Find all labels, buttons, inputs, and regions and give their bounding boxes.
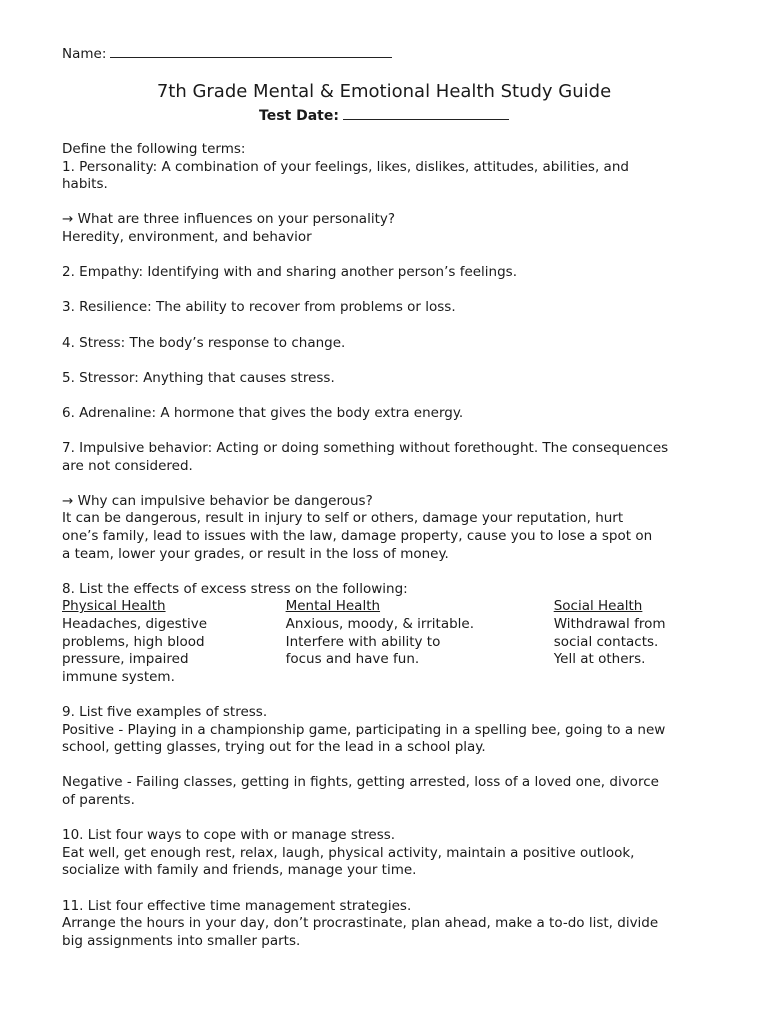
name-blank-line [110, 45, 392, 58]
q11-text: 11. List four effective time management strategies. [62, 897, 412, 914]
stress-effects-columns [62, 598, 712, 686]
column-line: immune system. [62, 668, 175, 685]
q10-answer: socialize with family and friends, manage your time. [62, 862, 417, 879]
name-field-row [62, 45, 392, 62]
q9-negative: of parents. [62, 791, 135, 808]
column-line: focus and have fun. [285, 651, 420, 668]
q1-line: habits. [62, 176, 108, 193]
page-title: 7th Grade Mental & Emotional Health Study Guide [156, 81, 612, 102]
q11-answer: big assignments into smaller parts. [62, 932, 301, 949]
q1-sub-answer: Heredity, environment, and behavior [62, 228, 312, 245]
q2-text: 2. Empathy: Identifying with and sharing another person’s feelings. [62, 264, 518, 281]
q10-answer: Eat well, get enough rest, relax, laugh, physical activity, maintain a positive outlook, [62, 844, 635, 861]
column-heading: Social Health [553, 598, 643, 615]
column-line: Withdrawal from [553, 616, 666, 633]
q10-text: 10. List four ways to cope with or manage stress. [62, 827, 396, 844]
q9-text: 9. List five examples of stress. [62, 704, 268, 720]
column-line: Yell at others. [553, 651, 646, 668]
column-heading: Physical Health [62, 598, 166, 615]
q1-line: 1. Personality: A combination of your feelings, likes, dislikes, attitudes, abilities, and [62, 158, 629, 175]
q7-sub-answer: It can be dangerous, result in injury to self or others, damage your reputation, hurt [62, 510, 624, 527]
column-line: Anxious, moody, & irritable. [285, 616, 475, 633]
q7-sub-answer: a team, lower your grades, or result in the loss of money. [62, 545, 449, 562]
q11-answer: Arrange the hours in your day, don’t procrastinate, plan ahead, make a to-do list, divide [62, 915, 659, 932]
column-heading: Mental Health [285, 598, 381, 615]
q1-sub-question: → What are three influences on your personality? [62, 211, 396, 228]
q8-text: 8. List the effects of excess stress on the following: [62, 580, 408, 597]
q7-sub-question: → Why can impulsive behavior be dangerous? [62, 492, 373, 509]
column-line: Interfere with ability to [285, 633, 441, 650]
q7-sub-answer: one’s family, lead to issues with the law, damage property, cause you to lose a spot on [62, 528, 653, 545]
column-line: social contacts. [553, 633, 659, 650]
study-guide-body [62, 141, 712, 950]
q9-positive: Positive - Playing in a championship game, participating in a spelling bee, going to a new [62, 721, 666, 738]
q3-text: 3. Resilience: The ability to recover from problems or loss. [62, 299, 456, 316]
test-date-row [0, 107, 768, 124]
q9-negative: Negative - Failing classes, getting in fights, getting arrested, loss of a loved one, divorce [62, 774, 659, 791]
test-date-label: Test Date: [259, 108, 339, 124]
social-health-column [554, 598, 712, 686]
name-label: Name: [62, 46, 107, 62]
mental-health-column [286, 598, 554, 686]
intro-text: Define the following terms: [62, 141, 246, 157]
q7-line: 7. Impulsive behavior: Acting or doing something without forethought. The consequences [62, 440, 669, 457]
physical-health-column [62, 598, 286, 686]
q9-positive: school, getting glasses, trying out for the lead in a school play. [62, 739, 486, 756]
q4-text: 4. Stress: The body’s response to change. [62, 334, 346, 351]
column-line: problems, high blood [62, 633, 205, 650]
test-date-blank-line [343, 107, 509, 120]
q5-text: 5. Stressor: Anything that causes stress. [62, 369, 335, 386]
q6-text: 6. Adrenaline: A hormone that gives the body extra energy. [62, 404, 464, 421]
column-line: Headaches, digestive [62, 616, 208, 633]
column-line: pressure, impaired [62, 651, 189, 668]
q7-line: are not considered. [62, 457, 193, 474]
